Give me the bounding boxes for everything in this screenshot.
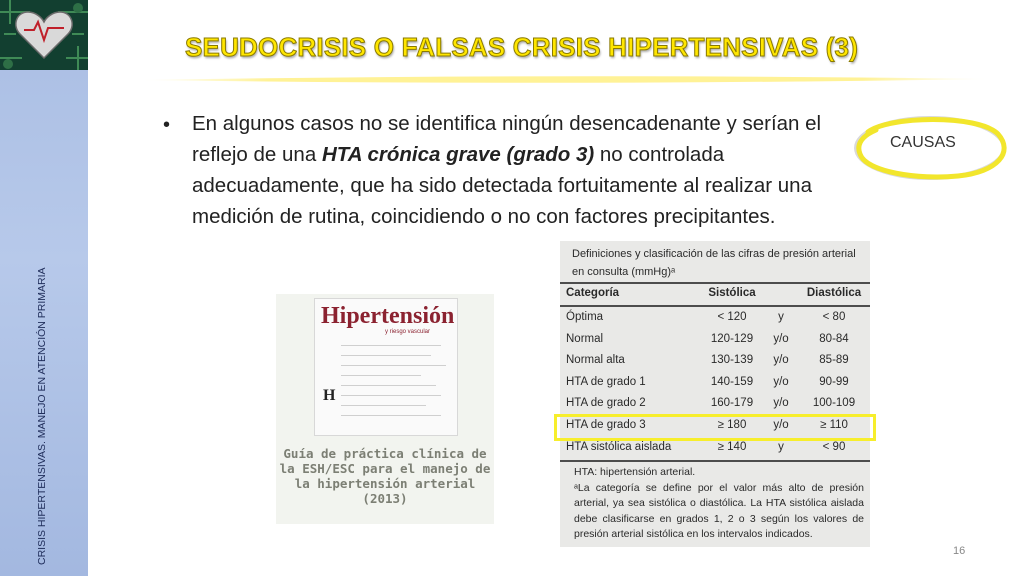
guideline-book-image <box>276 294 494 524</box>
table-cell: Óptima <box>566 311 604 323</box>
bullet-text-before: En algunos casos no se identifica ningún desencadenante y serían el reflejo de una <box>192 112 822 166</box>
cover-line <box>341 405 426 406</box>
title-underline-decoration <box>140 72 990 86</box>
table-cell: y <box>778 311 784 323</box>
bullet-text-after: no controlada adecuadamente, que ha sido detectada fortuitamente al realizar una medición de rutina, coincidiendo o no con factores precipitantes. <box>192 143 812 228</box>
table-cell: y/o <box>773 354 789 367</box>
bullet-paragraph <box>192 108 862 232</box>
table-cell: 140-159 <box>710 375 754 388</box>
cover-line <box>341 415 441 416</box>
table-row <box>560 350 870 372</box>
table-cell: HTA sistólica aislada <box>566 440 672 453</box>
bullet-text-bold: HTA crónica grave (grado 3) <box>321 143 595 166</box>
table-cell: 80-84 <box>819 332 849 345</box>
heart-logo-icon <box>0 0 88 70</box>
table-cell: HTA de grado 2 <box>566 397 646 410</box>
cover-line <box>341 395 441 396</box>
causas-label: CAUSAS <box>890 134 956 151</box>
table-cell: ≥ 180 <box>717 419 747 431</box>
book-cover <box>314 298 458 436</box>
table-cell: < 120 <box>717 311 747 323</box>
table-rule-top <box>560 282 870 284</box>
sidebar-vertical-text: CRISIS HIPERTENSIVAS. MANEJO EN ATENCIÓN PRIMARIA <box>36 267 48 565</box>
cover-line <box>341 375 421 376</box>
cover-line <box>341 355 431 356</box>
bullet-dot: • <box>163 114 171 136</box>
table-cell: y/o <box>773 397 789 410</box>
table-cell: 160-179 <box>710 397 754 410</box>
table-cell: y/o <box>773 375 789 388</box>
table-cell: 130-139 <box>710 354 754 367</box>
sidebar <box>0 0 88 576</box>
table-cell: Normal alta <box>566 354 625 367</box>
table-cell: ≥ 140 <box>717 440 747 453</box>
cover-line <box>341 345 441 346</box>
table-cell: HTA de grado 1 <box>566 375 646 388</box>
bp-classification-table <box>560 241 870 547</box>
table-header-diastolic: Diastólica <box>806 287 862 299</box>
table-cell: 90-99 <box>819 375 849 388</box>
slide-title: SEUDOCRISIS O FALSAS CRISIS HIPERTENSIVAS (3) <box>185 32 859 62</box>
table-cell: < 90 <box>822 440 846 453</box>
table-header-category: Categoría <box>566 287 620 299</box>
table-row <box>560 329 870 351</box>
table-rule-bottom <box>560 460 870 462</box>
table-cell: 85-89 <box>819 354 849 367</box>
table-cell: y/o <box>773 332 789 345</box>
table-header-systolic: Sistólica <box>708 287 756 299</box>
book-cover-title: Hipertensión <box>321 303 455 329</box>
table-cell: HTA de grado 3 <box>566 419 646 431</box>
table-cell: 120-129 <box>710 332 754 345</box>
table-row <box>560 307 870 329</box>
grade3-highlight-box <box>554 414 876 441</box>
cover-line <box>341 385 436 386</box>
table-cell: < 80 <box>822 311 846 323</box>
cover-line <box>341 365 446 366</box>
table-note-abbrev: HTA: hipertensión arterial. <box>574 466 696 478</box>
table-cell: y/o <box>773 419 789 431</box>
book-cover-letter: H <box>323 387 336 404</box>
table-cell: Normal <box>566 332 604 345</box>
book-cover-subtitle: y riesgo vascular <box>385 329 431 335</box>
table-notes <box>574 465 864 543</box>
table-note-footnote: ᵃLa categoría se define por el valor más alto de presión arterial, ya sea sistólica o diastólica. La HTA sistólica aislada debe clasificarse en grados 1, 2 o 3 según los valores de presión arterial sistólica en los intervalos indicados. <box>574 481 864 540</box>
table-row <box>560 393 870 415</box>
page-number: 16 <box>953 545 966 557</box>
table-row <box>560 372 870 394</box>
table-caption: Definiciones y clasificación de las cifras de presión arterial en consulta (mmHg)ᵃ <box>572 248 856 278</box>
table-cell: ≥ 110 <box>820 419 848 431</box>
table-cell: y <box>778 440 784 453</box>
book-caption: Guía de práctica clínica de la ESH/ESC para el manejo de la hipertensión arterial (2013) <box>279 446 491 506</box>
table-cell: 100-109 <box>812 397 856 410</box>
